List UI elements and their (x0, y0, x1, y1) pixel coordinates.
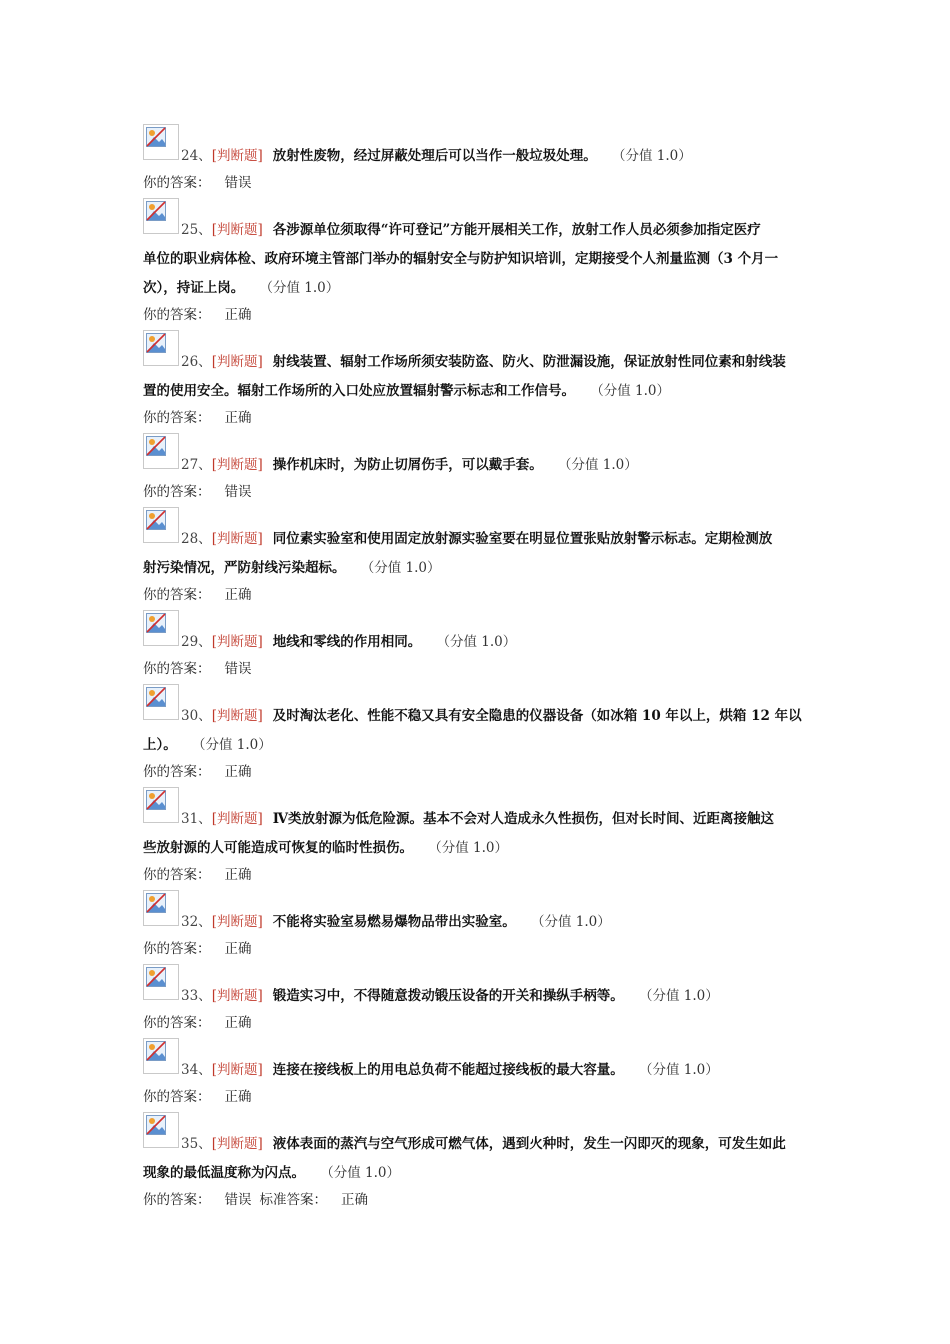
question-item (143, 433, 808, 505)
broken-image-icon (143, 433, 179, 469)
broken-image-icon (143, 124, 179, 160)
answer-label: 你的答案： (143, 1089, 211, 1105)
answer-line (143, 760, 808, 785)
answer-line (143, 171, 808, 196)
question-line (143, 507, 808, 554)
question-line (143, 330, 808, 377)
broken-image-icon (143, 1112, 179, 1148)
answer-label: 你的答案： (143, 410, 211, 426)
question-line (143, 198, 808, 245)
answer-value: 正确 (224, 764, 252, 780)
answer-value: 正确 (224, 1015, 252, 1031)
broken-image-icon (143, 507, 179, 543)
question-type: [判断题] (211, 634, 263, 650)
question-text: 液体表面的蒸汽与空气形成可燃气体，遇到火种时，发生一闪即灭的现象，可发生如此 (272, 1136, 786, 1152)
broken-image-icon (143, 610, 179, 646)
answer-line (143, 406, 808, 431)
question-score: （分值 1.0） (327, 1165, 401, 1181)
answer-line (143, 863, 808, 888)
question-item (143, 330, 808, 431)
question-line (143, 377, 808, 406)
answer-line (143, 303, 808, 328)
question-item (143, 1038, 808, 1110)
answer-label: 你的答案： (143, 587, 211, 603)
question-item (143, 198, 808, 328)
question-text: 放射性废物，经过屏蔽处理后可以当作一般垃圾处理。 (272, 148, 597, 164)
question-type: [判断题] (211, 708, 263, 724)
question-type: [判断题] (211, 914, 263, 930)
question-type: [判断题] (211, 531, 263, 547)
broken-image-icon (143, 330, 179, 366)
question-number: 26、 (181, 354, 212, 370)
question-number: 24、 (181, 148, 212, 164)
answer-value: 错误 (224, 175, 252, 191)
answer-label: 你的答案： (143, 867, 211, 883)
question-text: 不能将实验室易燃易爆物品带出实验室。 (272, 914, 516, 930)
answer-line (143, 1188, 808, 1213)
answer-line (143, 657, 808, 682)
question-score: （分值 1.0） (618, 148, 692, 164)
question-score: （分值 1.0） (435, 840, 509, 856)
question-item (143, 610, 808, 682)
question-list (143, 124, 808, 1215)
question-item (143, 684, 808, 785)
question-text: 操作机床时，为防止切屑伤手，可以戴手套。 (272, 457, 543, 473)
answer-label: 你的答案： (143, 764, 211, 780)
answer-line (143, 480, 808, 505)
answer-value: 错误 (224, 661, 252, 677)
answer-label: 你的答案： (143, 1015, 211, 1031)
question-text: Ⅳ类放射源为低危险源。基本不会对人造成永久性损伤，但对长时间、近距离接触这 (272, 811, 775, 827)
question-line (143, 245, 808, 274)
question-text: 及时淘汰老化、性能不稳又具有安全隐患的仪器设备（如冰箱 10 年以上，烘箱 12 年以 (272, 708, 802, 724)
question-line (143, 274, 808, 303)
answer-value: 错误 (224, 484, 252, 500)
question-type: [判断题] (211, 222, 263, 238)
question-type: [判断题] (211, 457, 263, 473)
question-line (143, 684, 808, 731)
standard-answer-value: 正确 (341, 1192, 368, 1208)
answer-value: 正确 (224, 1089, 252, 1105)
question-text: 置的使用安全。辐射工作场所的入口处应放置辐射警示标志和工作信号。 (143, 383, 575, 399)
question-text: 锻造实习中，不得随意拨动锻压设备的开关和操纵手柄等。 (272, 988, 624, 1004)
question-line (143, 1038, 808, 1085)
question-item (143, 1112, 808, 1213)
question-score: （分值 1.0） (597, 383, 671, 399)
question-line (143, 554, 808, 583)
question-number: 29、 (181, 634, 212, 650)
question-item (143, 507, 808, 608)
broken-image-icon (143, 787, 179, 823)
answer-line (143, 583, 808, 608)
answer-line (143, 1085, 808, 1110)
question-number: 34、 (181, 1062, 212, 1078)
question-item (143, 787, 808, 888)
answer-value: 正确 (224, 307, 252, 323)
question-type: [判断题] (211, 1136, 263, 1152)
answer-value: 正确 (224, 941, 252, 957)
question-line (143, 1112, 808, 1159)
question-line (143, 787, 808, 834)
question-type: [判断题] (211, 1062, 263, 1078)
answer-label: 你的答案： (143, 307, 211, 323)
question-text: 单位的职业病体检、政府环境主管部门举办的辐射安全与防护知识培训，定期接受个人剂量监测（3 个月一 (143, 251, 779, 267)
question-item (143, 964, 808, 1036)
answer-label: 你的答案： (143, 941, 211, 957)
question-number: 28、 (181, 531, 212, 547)
question-text: 射污染情况，严防射线污染超标。 (143, 560, 346, 576)
question-line (143, 1159, 808, 1188)
question-number: 30、 (181, 708, 212, 724)
question-text: 各涉源单位须取得“许可登记”方能开展相关工作，放射工作人员必须参加指定医疗 (272, 222, 761, 238)
question-text: 些放射源的人可能造成可恢复的临时性损伤。 (143, 840, 413, 856)
question-item (143, 124, 808, 196)
question-line (143, 834, 808, 863)
answer-value: 正确 (224, 867, 252, 883)
question-text: 上）。 (143, 737, 177, 753)
question-type: [判断题] (211, 988, 263, 1004)
question-line (143, 964, 808, 1011)
broken-image-icon (143, 964, 179, 1000)
answer-label: 你的答案： (143, 484, 211, 500)
question-type: [判断题] (211, 811, 263, 827)
question-item (143, 890, 808, 962)
answer-line (143, 937, 808, 962)
question-text: 现象的最低温度称为闪点。 (143, 1165, 305, 1181)
answer-line (143, 1011, 808, 1036)
question-number: 31、 (181, 811, 212, 827)
answer-label: 你的答案： (143, 175, 211, 191)
question-text: 连接在接线板上的用电总负荷不能超过接线板的最大容量。 (272, 1062, 624, 1078)
question-number: 35、 (181, 1136, 212, 1152)
question-line (143, 890, 808, 937)
question-score: （分值 1.0） (645, 1062, 719, 1078)
question-text: 射线装置、辐射工作场所须安装防盗、防火、防泄漏设施，保证放射性同位素和射线装 (272, 354, 786, 370)
question-text: 次），持证上岗。 (143, 280, 245, 296)
question-line (143, 433, 808, 480)
answer-value: 正确 (224, 587, 252, 603)
question-type: [判断题] (211, 148, 263, 164)
answer-label: 你的答案： (143, 661, 211, 677)
answer-value: 错误 (224, 1192, 252, 1208)
question-score: （分值 1.0） (443, 634, 517, 650)
question-score: （分值 1.0） (367, 560, 441, 576)
question-line (143, 731, 808, 760)
question-score: （分值 1.0） (537, 914, 611, 930)
question-score: （分值 1.0） (198, 737, 272, 753)
broken-image-icon (143, 1038, 179, 1074)
question-number: 32、 (181, 914, 212, 930)
question-score: （分值 1.0） (266, 280, 340, 296)
question-score: （分值 1.0） (564, 457, 638, 473)
question-number: 25、 (181, 222, 212, 238)
question-text: 地线和零线的作用相同。 (272, 634, 422, 650)
answer-label: 你的答案： (143, 1192, 211, 1208)
broken-image-icon (143, 684, 179, 720)
broken-image-icon (143, 890, 179, 926)
standard-answer-label: 标准答案： (259, 1192, 327, 1208)
answer-value: 正确 (224, 410, 252, 426)
question-type: [判断题] (211, 354, 263, 370)
question-line (143, 610, 808, 657)
question-score: （分值 1.0） (645, 988, 719, 1004)
question-line (143, 124, 808, 171)
broken-image-icon (143, 198, 179, 234)
question-text: 同位素实验室和使用固定放射源实验室要在明显位置张贴放射警示标志。定期检测放 (272, 531, 773, 547)
question-number: 33、 (181, 988, 212, 1004)
question-number: 27、 (181, 457, 212, 473)
